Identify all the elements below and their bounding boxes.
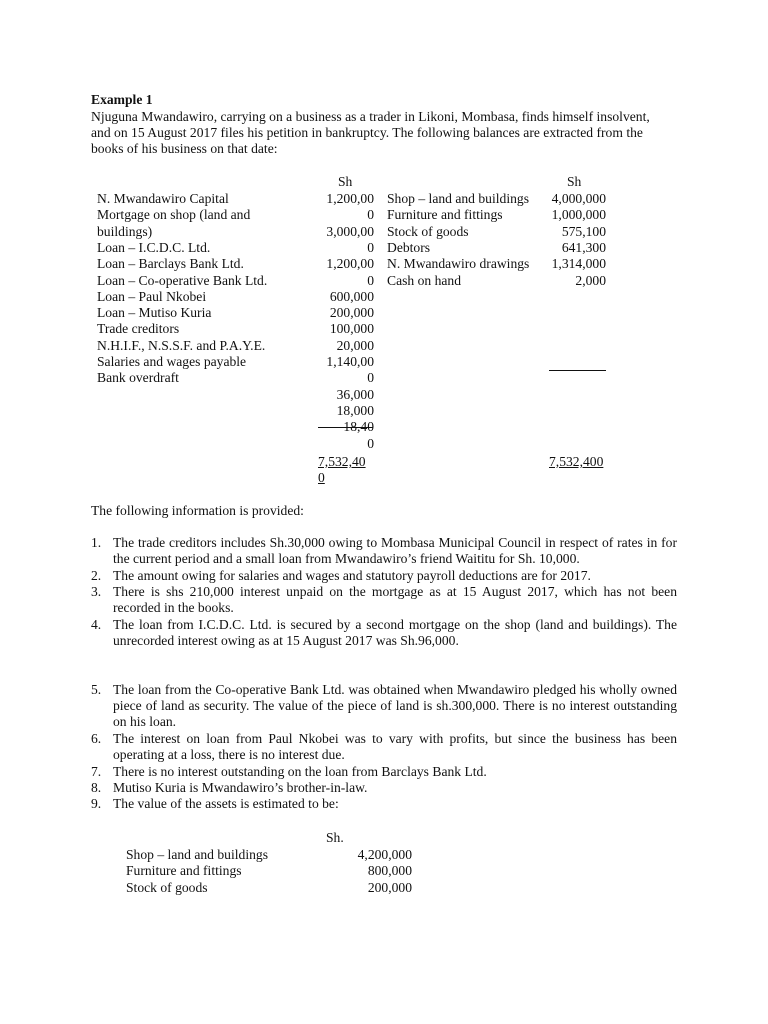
asset-label: Furniture and fittings: [387, 207, 503, 223]
note-text: There is shs 210,000 interest unpaid on the mortgage as at 15 August 2017, which has not been recorded in the books.: [113, 584, 677, 616]
example-heading: Example 1: [91, 92, 153, 107]
asset-label: Debtors: [387, 239, 431, 255]
right-total: 7,532,400: [549, 454, 604, 469]
note-text: There is no interest outstanding on the loan from Barclays Bank Ltd.: [113, 764, 487, 779]
liability-label: N. Mwandawiro Capital: [97, 191, 229, 206]
valuation-label: Shop – land and buildings: [126, 847, 268, 862]
liability-amount-line: 0: [367, 435, 374, 451]
asset-amount: 4,000,000: [551, 191, 606, 206]
note-text: The trade creditors includes Sh.30,000 owing to Mombasa Municipal Council in respect of rates in for the current period and a small loan from Mwandawiro’s friend Waititu for Sh. 10,000.: [113, 535, 677, 567]
note-number: 7.: [91, 764, 102, 779]
valuation-value: 200,000: [367, 879, 412, 895]
liability-amount-line: 0: [367, 239, 374, 255]
liability-amount-line: 0: [367, 207, 374, 223]
note-number: 8.: [91, 780, 102, 795]
note-number: 1.: [91, 535, 102, 550]
liability-amount-line: 36,000: [336, 386, 374, 402]
liability-amount-line: 0: [367, 370, 374, 386]
note-text: Mutiso Kuria is Mwandawiro’s brother-in-law.: [113, 780, 368, 795]
currency-header-left: Sh: [338, 174, 353, 189]
note-text: The loan from I.C.D.C. Ltd. is secured by a second mortgage on the shop (land and buildings). The unrecorded interest owing as at 15 August 2017 was Sh.96,000.: [113, 617, 677, 649]
note-number: 5.: [91, 682, 102, 697]
liability-label: Loan – Co-operative Bank Ltd.: [97, 272, 268, 288]
liability-amount-line: 20,000: [336, 337, 374, 353]
intro-line-1: Njuguna Mwandawiro, carrying on a business as a trader in Likoni, Mombasa, finds himself insolvent,: [91, 109, 650, 124]
left-total-continuation: 0: [318, 470, 325, 485]
note-number: 4.: [91, 617, 102, 632]
valuation-value: 800,000: [367, 863, 412, 879]
note-text: The loan from the Co-operative Bank Ltd. was obtained when Mwandawiro pledged his wholly owned piece of land as security. The value of the piece of land is sh.300,000. There is no interest outstanding on his loan.: [113, 682, 677, 730]
left-subtotal-rule: [318, 427, 373, 428]
liability-amount-line: 0: [367, 272, 374, 288]
asset-label: Stock of goods: [387, 223, 469, 239]
asset-amount: 1,314,000: [551, 256, 606, 272]
liability-label: Bank overdraft: [97, 370, 179, 386]
intro-line-3: books of his business on that date:: [91, 141, 278, 156]
liability-amount-line: 600,000: [329, 288, 374, 304]
liability-label: Mortgage on shop (land and: [97, 207, 251, 223]
asset-amount: 2,000: [575, 272, 606, 288]
right-subtotal-rule: [549, 370, 606, 371]
liability-amount-line: 3,000,00: [326, 223, 374, 239]
asset-label: Cash on hand: [387, 272, 462, 288]
liability-amount-line: 100,000: [329, 321, 374, 337]
left-total: 7,532,40: [318, 454, 366, 469]
note-text: The interest on loan from Paul Nkobei was to vary with profits, but since the business has been operating at a loss, there is no interest due.: [113, 731, 677, 763]
valuation-value: 4,200,000: [357, 847, 412, 862]
info-intro: The following information is provided:: [91, 503, 304, 518]
liability-amount-line: 18,40: [343, 419, 374, 435]
asset-amount: 1,000,000: [551, 207, 606, 223]
note-text: The value of the assets is estimated to be:: [113, 796, 339, 811]
liability-amount-line: 200,000: [329, 305, 374, 321]
asset-label: N. Mwandawiro drawings: [387, 256, 530, 272]
asset-amount: 641,300: [561, 239, 606, 255]
liability-label: Loan – Barclays Bank Ltd.: [97, 256, 244, 272]
liability-label: Trade creditors: [97, 321, 180, 337]
currency-header-right: Sh: [567, 174, 582, 189]
valuation-label: Furniture and fittings: [126, 863, 242, 879]
liability-amount-line: 1,140,00: [326, 354, 374, 369]
liability-label: Loan – Mutiso Kuria: [97, 305, 212, 321]
note-number: 2.: [91, 568, 102, 583]
asset-amount: 575,100: [561, 223, 606, 239]
intro-line-2: and on 15 August 2017 files his petition in bankruptcy. The following balances are extracted from the: [91, 125, 643, 140]
liability-label: buildings): [97, 223, 153, 239]
valuation-currency-header: Sh.: [326, 830, 344, 845]
liability-label: N.H.I.F., N.S.S.F. and P.A.Y.E.: [97, 337, 266, 353]
liability-label: Loan – I.C.D.C. Ltd.: [97, 239, 211, 255]
note-number: 6.: [91, 731, 102, 746]
liability-amount-line: 1,200,00: [326, 256, 374, 272]
note-text: The amount owing for salaries and wages and statutory payroll deductions are for 2017.: [113, 568, 591, 583]
liability-label: Salaries and wages payable: [97, 354, 247, 369]
note-number: 3.: [91, 584, 102, 599]
note-number: 9.: [91, 796, 102, 811]
asset-label: Shop – land and buildings: [387, 191, 529, 206]
liability-amount-line: 1,200,00: [326, 191, 374, 206]
liability-amount-line: 18,000: [336, 402, 374, 418]
liability-label: Loan – Paul Nkobei: [97, 288, 207, 304]
valuation-label: Stock of goods: [126, 879, 208, 895]
